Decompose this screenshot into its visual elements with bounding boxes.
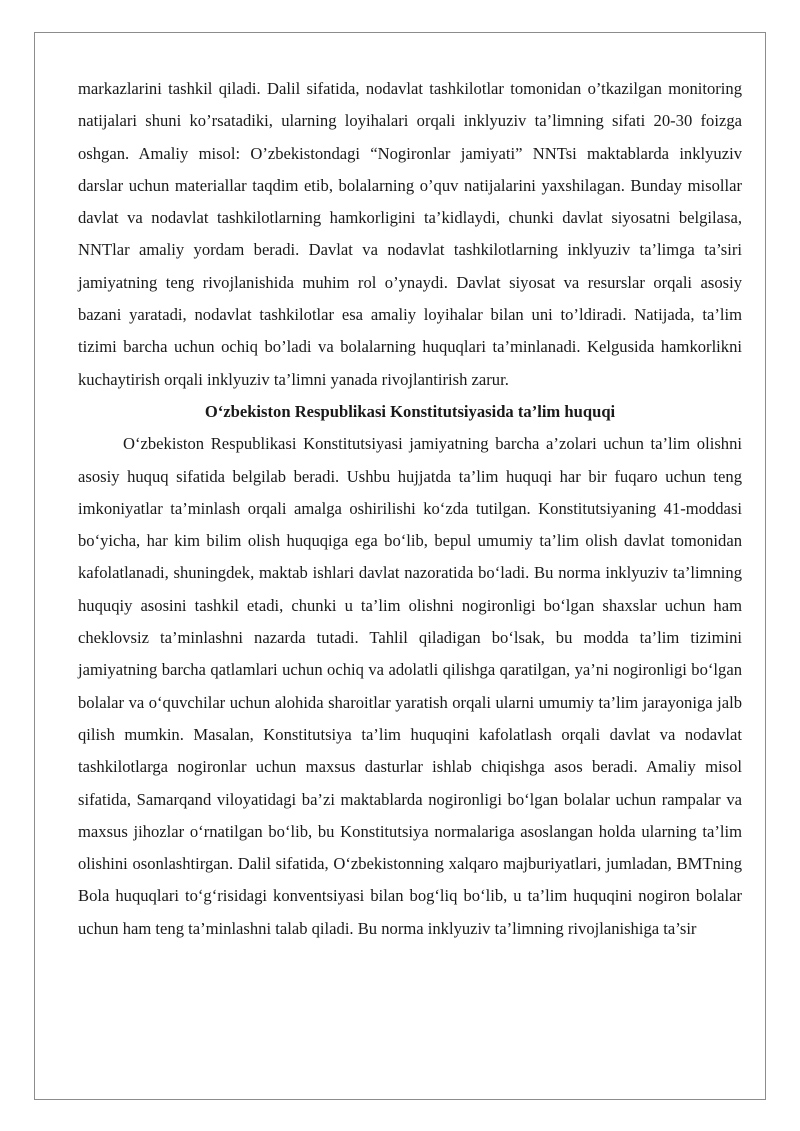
document-body xyxy=(78,73,742,945)
body-paragraph: markazlarini tashkil qiladi. Dalil sifatida, nodavlat tashkilotlar tomonidan o’tkazilgan monitoring natijalari shuni ko’rsatadiki, ularning loyihalari orqali inklyuziv ta’limning sifati 20-30 foizga oshgan. Amaliy misol: O’zbekistondagi “Nogironlar jamiyati” NNTsi maktablarda inklyuziv darslar uchun materiallar taqdim etib, bolalarning o’quv natijalarini yaxshilagan. Bunday misollar davlat va nodavlat tashkilotlarning hamkorligini ta’kidlaydi, chunki davlat siyosatni belgilasa, NNTlar amaliy yordam beradi. Davlat va nodavlat tashkilotlarning inklyuziv ta’limga ta’siri jamiyatning teng rivojlanishida muhim rol o’ynaydi. Davlat siyosat va resurslar orqali asosiy bazani yaratadi, nodavlat tashkilotlar esa amaliy loyihalar bilan uni to’ldiradi. Natijada, ta’lim tizimi barcha uchun ochiq bo’ladi va bolalarning huquqlari ta’minlanadi. Kelgusida hamkorlikni kuchaytirish orqali inklyuziv ta’limni yanada rivojlantirish zarur. xyxy=(78,79,742,389)
body-paragraph: O‘zbekiston Respublikasi Konstitutsiyasi jamiyatning barcha a’zolari uchun ta’lim olishni asosiy huquq sifatida belgilab beradi. Ushbu hujjatda ta’lim huquqi har bir fuqaro uchun teng imkoniyatlar ta’minlash orqali amalga oshirilishi ko‘zda tutilgan. Konstitutsiyaning 41-moddasi bo‘yicha, har kim bilim olish huquqiga ega bo‘lib, bepul umumiy ta’lim olish davlat tomonidan kafolatlanadi, shuningdek, maktab ishlari davlat nazoratida bo‘ladi. Bu norma inklyuziv ta’limning huquqiy asosini tashkil etadi, chunki u ta’lim olishni nogironligi bo‘lgan shaxslar uchun ham cheklovsiz ta’minlashni nazarda tutadi. Tahlil qiladigan bo‘lsak, bu modda ta’lim tizimini jamiyatning barcha qatlamlari uchun ochiq va adolatli qilishga qaratilgan, ya’ni nogironligi bo‘lgan bolalar va o‘quvchilar uchun alohida sharoitlar yaratish orqali ularni umumiy ta’lim jarayoniga jalb qilish mumkin. Masalan, Konstitutsiya ta’lim huquqini kafolatlash orqali davlat va nodavlat tashkilotlarga nogironlar uchun maxsus dasturlar ishlab chiqishga asos beradi. Amaliy misol sifatida, Samarqand viloyatidagi ba’zi maktablarda nogironligi bo‘lgan bolalar uchun rampalar va maxsus jihozlar o‘rnatilgan bo‘lib, bu Konstitutsiya normalariga asoslangan holda ularning ta’lim olishini osonlashtirgan. Dalil sifatida, O‘zbekistonning xalqaro majburiyatlari, jumladan, BMTning Bola huquqlari to‘g‘risidagi konventsiyasi bilan bog‘liq bo‘lib, u ta’lim huquqini nogiron bolalar uchun ham teng ta’minlashni talab qiladi. Bu norma inklyuziv ta’limning rivojlanishiga ta’sir xyxy=(78,434,742,938)
section-heading: O‘zbekiston Respublikasi Konstitutsiyasida ta’lim huquqi xyxy=(204,401,616,421)
